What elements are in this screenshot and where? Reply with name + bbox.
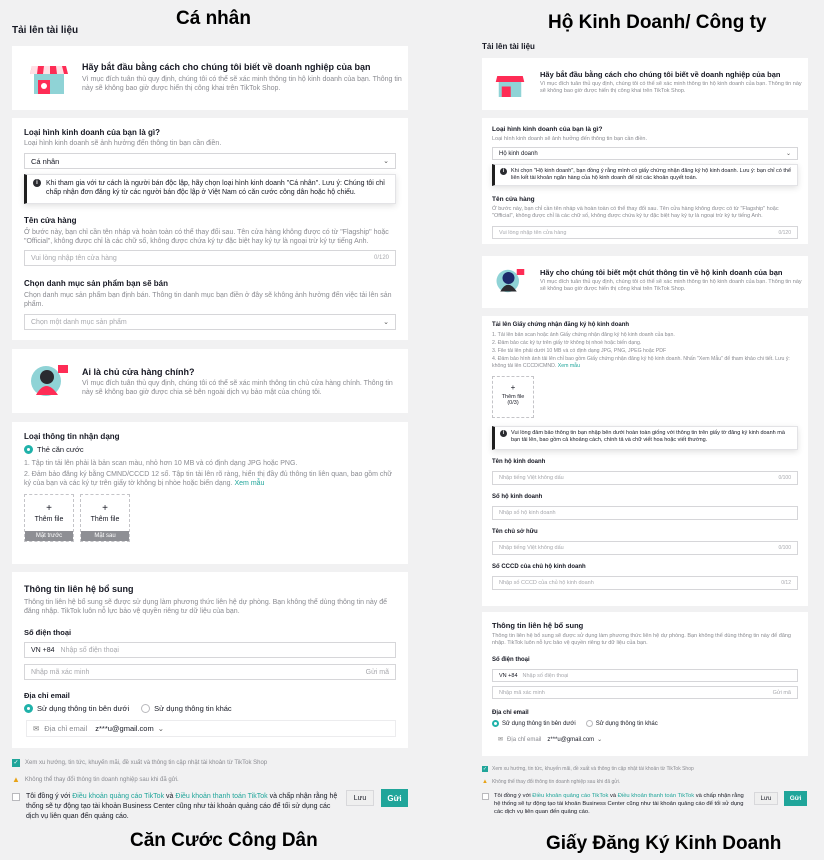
left-consent-row[interactable] xyxy=(12,759,267,767)
license-upload[interactable] xyxy=(492,376,534,418)
left-intro-card xyxy=(12,46,408,110)
business-type-hint: Loại hình kinh doanh sẽ ảnh hưởng đến thông tin bạn cần điền. xyxy=(24,140,222,147)
left-agree-row xyxy=(12,792,338,822)
heading-individual: Cá nhân xyxy=(176,8,251,29)
id-type-label: Loại thông tin nhận dạng xyxy=(24,432,120,441)
right-email-options xyxy=(492,720,658,727)
left-form xyxy=(0,0,410,860)
right-business-type-value: Hộ kinh doanh xyxy=(499,150,538,157)
license-req-2: 2. Đảm bảo các ký tự trên giấy tờ không bị nhoè hoặc biến dạng. xyxy=(492,340,642,346)
right-shop-name-input[interactable] xyxy=(492,226,798,239)
field-input[interactable] xyxy=(492,541,798,555)
field-input[interactable] xyxy=(492,471,798,485)
chevron-down-icon: ⌄ xyxy=(383,158,389,165)
field-label: Số hộ kinh doanh xyxy=(492,494,543,500)
field-counter: 0/12 xyxy=(781,580,791,586)
right-intro-desc: Vì mục đích tuân thủ quy định, chúng tôi có thể sẽ xác minh thông tin hộ kinh doanh của bạn. Thông tin này sẽ không bao giờ được hiển thị công khai trên TikTok Shop. xyxy=(540,81,802,94)
left-phone-label: Số điện thoại xyxy=(24,628,72,637)
right-intro-title: Hãy bắt đầu bằng cách cho chúng tôi biết về doanh nghiệp của bạn xyxy=(540,70,781,79)
left-opt-other[interactable]: Sử dụng thông tin khác xyxy=(154,704,232,713)
right-consent-text: Xem xu hướng, tin tức, khuyến mãi, đề xuất và thông tin cập nhật tài khoản từ TikTok Shop xyxy=(492,766,694,772)
right-business-type-label: Loại hình kinh doanh của bạn là gì? xyxy=(492,126,603,133)
field-counter: 0/100 xyxy=(778,475,791,481)
right-form xyxy=(480,0,824,860)
right-agree-pre: Tôi đồng ý với xyxy=(494,793,531,799)
radio-selected-icon[interactable] xyxy=(24,704,33,713)
category-placeholder: Chọn một danh mục sản phẩm xyxy=(31,318,127,326)
upload-back[interactable] xyxy=(80,494,130,542)
left-phone-input[interactable] xyxy=(24,642,396,658)
license-sample-link[interactable]: Xem mẫu xyxy=(557,363,580,369)
left-contact-title: Thông tin liên hệ bổ sung xyxy=(24,584,134,594)
field-placeholder: Nhập số CCCD của chủ hộ kinh doanh xyxy=(499,580,594,586)
left-code-placeholder: Nhập mã xác minh xyxy=(31,668,90,676)
id-type-option: Thẻ căn cước xyxy=(37,445,84,454)
shop-name-placeholder: Vui lòng nhập tên cửa hàng xyxy=(31,254,117,262)
left-agree-post: và chấp nhận rằng hệ thống sẽ tự động tạo tài khoản Business Center cũng như tài khoản quảng cáo để tối sử dụng các dịch vụ liên quan đến quảng cáo. xyxy=(26,793,338,820)
right-hkd-title: Hãy cho chúng tôi biết một chút thông tin về hộ kinh doanh của bạn xyxy=(540,268,783,277)
plus-icon: + xyxy=(510,383,516,392)
left-warn-row xyxy=(12,775,179,784)
right-hkd-desc: Vì mục đích tuân thủ quy định, chúng tôi có thể sẽ xác minh thông tin hộ kinh doanh của bạn. Thông tin này sẽ không bao giờ được hiển thị công khai trên TikTok Shop. xyxy=(540,279,802,292)
owner-desc: Vì mục đích tuân thủ quy định, chúng tôi có thể sẽ xác minh thông tin chủ cửa hàng chính. Thông tin này sẽ không bao giờ được chia sẻ bên ngoài dịch vụ bảo mật của chúng tôi. xyxy=(82,380,393,396)
chevron-down-icon: ⌄ xyxy=(785,151,791,157)
license-req-4 xyxy=(492,356,798,370)
left-opt-use[interactable]: Sử dụng thông tin bên dưới xyxy=(37,704,130,713)
right-submit-button[interactable]: Gửi xyxy=(784,791,807,806)
license-req-4-text: 4. Đảm bảo hình ảnh tải lên chỉ bao gồm Giấy chứng nhận đăng ký hộ kinh doanh. Nhấn "Xem Mẫu" để tham khảo chi tiết. Lưu ý: không tải lên CCCD/CMND. xyxy=(492,356,790,369)
left-send-code-button[interactable]: Gửi mã xyxy=(365,668,389,676)
heading-business: Hộ Kinh Doanh/ Công ty xyxy=(548,12,767,33)
checkbox-unchecked-icon[interactable] xyxy=(12,793,20,801)
left-business-card xyxy=(12,118,408,340)
shop-name-hint: Ở bước này, bạn chỉ cần tên nháp và hoàn toàn có thể thay đổi sau. Tên cửa hàng không được có từ "Flagship" hoặc "Official", không được chỉ là các chữ số, không được chứa ký tự đặc biệt hay ký tự là ngoại trừ ký tự tiếng Anh. xyxy=(24,229,389,245)
upload-back-label: Thêm file xyxy=(90,516,120,523)
left-agree-text xyxy=(26,792,338,822)
right-opt-use[interactable]: Sử dụng thông tin bên dưới xyxy=(502,720,576,727)
left-intro-desc: Vì mục đích tuân thủ quy định, chúng tôi có thể sẽ xác minh thông tin hộ kinh doanh của bạn. Thông tin này sẽ không bao giờ được hiển thị công khai trên TikTok Shop. xyxy=(82,76,402,92)
left-email-value: z***u@gmail.com xyxy=(95,724,154,733)
left-code-input[interactable] xyxy=(24,664,396,680)
heading-citizen-id: Căn Cước Công Dân xyxy=(130,830,318,851)
right-shop-name-placeholder: Vui lòng nhập tên cửa hàng xyxy=(499,229,567,236)
right-business-type-note xyxy=(492,164,798,186)
id-req-1: 1. Tập tin tải lên phải là bản scan màu, nhỏ hơn 10 MB và có định dạng JPG hoặc PNG. xyxy=(24,460,298,467)
left-contact-desc: Thông tin liên hệ bổ sung sẽ được sử dụng làm phương thức liên hệ dự phòng. Bạn không thể dùng thông tin này để đăng nhập. TikTok luôn nỗ lực bảo vệ quyền riêng tư dữ liệu của bạn. xyxy=(24,599,388,615)
right-business-type-select[interactable] xyxy=(492,147,798,160)
right-agree-post: và chấp nhận rằng hệ thống sẽ tự động tạo tài khoản Business Center cũng như tài khoản quảng cáo để tối sử dụng các dịch vụ liên quan đến quảng cáo. xyxy=(494,793,744,815)
checkbox-checked-icon[interactable]: ✓ xyxy=(482,766,488,772)
left-save-button[interactable]: Lưu xyxy=(346,790,374,806)
business-type-value: Cá nhân xyxy=(31,156,60,166)
license-req-1: 1. Tải lên bản scan hoặc ảnh Giấy chứng nhận đăng ký hộ kinh doanh của bạn. xyxy=(492,332,675,338)
license-upload-label: Thêm file xyxy=(501,394,525,400)
right-phone-input[interactable] xyxy=(492,669,798,682)
right-business-type-hint: Loại hình kinh doanh sẽ ảnh hưởng đến thông tin bạn cần điền. xyxy=(492,136,647,142)
license-upload-count: (0/3) xyxy=(507,400,519,406)
info-icon: i xyxy=(33,179,41,187)
left-phone-placeholder: Nhập số điện thoại xyxy=(60,646,119,654)
shop-icon xyxy=(28,58,70,98)
right-email-field[interactable] xyxy=(494,734,606,745)
business-type-note-text: Khi tham gia với tư cách là người bán độc lập, hãy chọn loại hình kinh doanh "Cá nhân". Lưu ý: Chúng tôi chỉ chấp nhận đơn đăng ký từ các người bán độc lập ở Việt Nam có căn cước công dân hoặc hộ chiếu. xyxy=(46,180,385,196)
right-contact-desc: Thông tin liên hệ bổ sung sẽ được sử dụng làm phương thức liên hệ dự phòng. Bạn không thể dùng thông tin này để đăng nhập. TikTok luôn nỗ lực bảo vệ quyền riêng tư dữ liệu của bạn. xyxy=(492,633,791,646)
left-contact-card xyxy=(12,572,408,748)
radio-selected-icon xyxy=(24,445,33,454)
plus-icon: + xyxy=(102,503,108,514)
warning-icon: ▲ xyxy=(482,779,488,785)
left-email-label: Địa chỉ email xyxy=(24,691,70,700)
upload-back-caption: Mặt sau xyxy=(81,531,129,541)
license-note-text: Vui lòng đảm bảo thông tin bạn nhập bên dưới hoàn toàn giống với thông tin trên giấy tờ đăng ký kinh doanh mà bạn tải lên, bao gồm cả khoảng cách, chính tả và chữ viết hoa hoặc viết thường. xyxy=(511,430,785,443)
info-icon: i xyxy=(500,430,507,437)
left-ads-terms-link[interactable]: Điều khoản quảng cáo TikTok xyxy=(72,793,165,800)
checkbox-unchecked-icon[interactable] xyxy=(482,793,489,800)
radio-unselected-icon[interactable] xyxy=(586,720,593,727)
right-hkd-card xyxy=(482,256,808,308)
right-shop-name-label: Tên cửa hàng xyxy=(492,196,535,203)
upload-front[interactable] xyxy=(24,494,74,542)
shop-name-counter: 0/120 xyxy=(373,255,389,261)
right-save-button[interactable]: Lưu xyxy=(754,792,778,805)
left-intro-title: Hãy bắt đầu bằng cách cho chúng tôi biết về doanh nghiệp của bạn xyxy=(82,62,371,72)
right-license-card xyxy=(482,316,808,606)
field-label: Tên chủ sở hữu xyxy=(492,529,538,535)
right-shop-name-hint: Ở bước này, bạn chỉ cần tên nháp và hoàn toàn có thể thay đổi sau. Tên cửa hàng không được có từ "Flagship" hoặc "Official", không được chỉ là các chữ số, không được chứa ký tự đặc biệt hay ký tự là ngoại trừ ký tự tiếng Anh. xyxy=(492,206,779,219)
plus-icon: + xyxy=(46,503,52,514)
left-consent-text: Xem xu hướng, tin tức, khuyến mãi, đề xuất và thông tin cập nhật tài khoản từ TikTok Shop xyxy=(25,760,268,766)
left-warn-text: Không thể thay đổi thông tin doanh nghiệp sau khi đã gửi. xyxy=(24,776,179,783)
field-counter: 0/100 xyxy=(778,545,791,551)
shop-icon xyxy=(494,70,526,100)
right-email-value: z***u@gmail.com xyxy=(547,736,595,743)
field-placeholder: Nhập tiếng Việt không dấu xyxy=(499,545,564,551)
shop-name-input[interactable] xyxy=(24,250,396,266)
field-placeholder: Nhập tiếng Việt không dấu xyxy=(499,475,564,481)
upload-front-caption: Mặt trước xyxy=(25,531,73,541)
left-and: và xyxy=(166,793,174,800)
owner-title: Ai là chủ cửa hàng chính? xyxy=(82,367,195,377)
category-hint: Chọn danh mục sản phẩm bạn định bán. Thông tin danh mục bạn điền ở đây sẽ không ảnh hưởng đến việc tải lên sản phẩm. xyxy=(24,292,392,308)
right-intro-card xyxy=(482,58,808,110)
info-icon: i xyxy=(500,168,507,175)
business-type-label: Loại hình kinh doanh của bạn là gì? xyxy=(24,128,161,137)
left-id-card xyxy=(12,422,408,564)
mail-icon: ✉ xyxy=(498,737,504,743)
left-email-options xyxy=(24,704,232,713)
id-type-radio[interactable] xyxy=(24,445,84,454)
right-phone-label: Số điện thoại xyxy=(492,657,530,663)
mail-icon: ✉ xyxy=(33,724,40,733)
right-agree-text xyxy=(494,792,748,816)
category-select[interactable] xyxy=(24,314,396,330)
right-and: và xyxy=(609,793,617,799)
right-section-title: Tải lên tài liệu xyxy=(482,42,535,51)
field-label: Số CCCD của chủ hộ kinh doanh xyxy=(492,564,586,570)
field-label: Tên hộ kinh doanh xyxy=(492,459,546,465)
field-placeholder: Nhập số hộ kinh doanh xyxy=(499,510,556,516)
shop-name-label: Tên cửa hàng xyxy=(24,216,77,225)
radio-unselected-icon[interactable] xyxy=(141,704,150,713)
owner-avatar-icon xyxy=(494,266,526,296)
left-phone-prefix: VN +84 xyxy=(31,646,55,654)
right-code-input[interactable] xyxy=(492,686,798,699)
right-shop-name-counter: 0/120 xyxy=(778,229,791,236)
checkbox-checked-icon[interactable]: ✓ xyxy=(13,760,19,766)
left-email-field-label: Địa chỉ email xyxy=(44,724,88,733)
chevron-down-icon: ⌄ xyxy=(157,724,164,733)
field-input[interactable] xyxy=(492,576,798,590)
owner-avatar-icon xyxy=(28,361,70,401)
radio-selected-icon[interactable] xyxy=(492,720,499,727)
left-section-title: Tải lên tài liệu xyxy=(12,25,79,36)
id-req-2-text: 2. Đảm bảo đăng ký bằng CMND/CCCD 12 số. Tập tin tải lên rõ ràng, hiển thị đầy đủ thông tin liên quan, bao gồm chữ ký của bạn và các ký tự trên giấy tờ không bị nhòe hoặc biến dạng. xyxy=(24,471,392,487)
right-phone-prefix: VN +84 xyxy=(499,672,518,679)
right-email-field-label: Địa chỉ email xyxy=(507,736,542,743)
heading-business-license: Giấy Đăng Ký Kinh Doanh xyxy=(546,833,782,854)
business-type-note xyxy=(24,174,396,204)
right-phone-placeholder: Nhập số điện thoại xyxy=(522,672,569,679)
id-req-2 xyxy=(24,470,396,488)
upload-front-label: Thêm file xyxy=(34,516,64,523)
left-email-field[interactable] xyxy=(26,720,396,737)
right-contact-title: Thông tin liên hệ bổ sung xyxy=(492,621,584,630)
chevron-down-icon: ⌄ xyxy=(597,737,603,743)
right-warn-row xyxy=(482,779,620,785)
right-agree-row xyxy=(482,792,748,816)
id-sample-link[interactable]: Xem mẫu xyxy=(234,480,265,487)
left-payment-terms-link[interactable]: Điều khoản thanh toán TikTok xyxy=(175,793,268,800)
right-email-label: Địa chỉ email xyxy=(492,710,529,716)
right-business-card xyxy=(482,118,808,244)
right-payment-terms-link[interactable]: Điều khoản thanh toán TikTok xyxy=(617,793,695,799)
right-business-type-note-text: Khi chọn "Hộ kinh doanh", bạn đồng ý rằng mình có giấy chứng nhận đăng ký hộ kinh doanh. Lưu ý: bạn chỉ có thể liên kết tài khoản ngân hàng của hộ kinh doanh để rút các khoản quyết toán. xyxy=(511,168,792,181)
field-input[interactable] xyxy=(492,506,798,520)
left-submit-button[interactable]: Gửi xyxy=(381,789,408,807)
warning-icon: ▲ xyxy=(12,775,20,784)
right-send-code-button[interactable]: Gửi mã xyxy=(772,689,791,696)
right-ads-terms-link[interactable]: Điều khoản quảng cáo TikTok xyxy=(532,793,609,799)
right-opt-other[interactable]: Sử dụng thông tin khác xyxy=(595,720,658,727)
right-consent-row[interactable] xyxy=(482,766,694,772)
business-type-select[interactable] xyxy=(24,153,396,169)
category-label: Chọn danh mục sản phẩm bạn sẽ bán xyxy=(24,279,169,288)
right-contact-card xyxy=(482,612,808,756)
license-label: Tải lên Giấy chứng nhận đăng ký hộ kinh doanh xyxy=(492,322,630,328)
right-warn-text: Không thể thay đổi thông tin doanh nghiệp sau khi đã gửi. xyxy=(491,779,621,785)
license-note xyxy=(492,426,798,450)
chevron-down-icon: ⌄ xyxy=(383,319,389,326)
license-req-3: 3. File tải lên phải dưới 10 MB và có định dạng JPG, PNG, JPEG hoặc PDF xyxy=(492,348,667,354)
right-code-placeholder: Nhập mã xác minh xyxy=(499,689,545,696)
left-agree-pre: Tôi đồng ý với xyxy=(26,793,71,800)
left-owner-card xyxy=(12,349,408,413)
